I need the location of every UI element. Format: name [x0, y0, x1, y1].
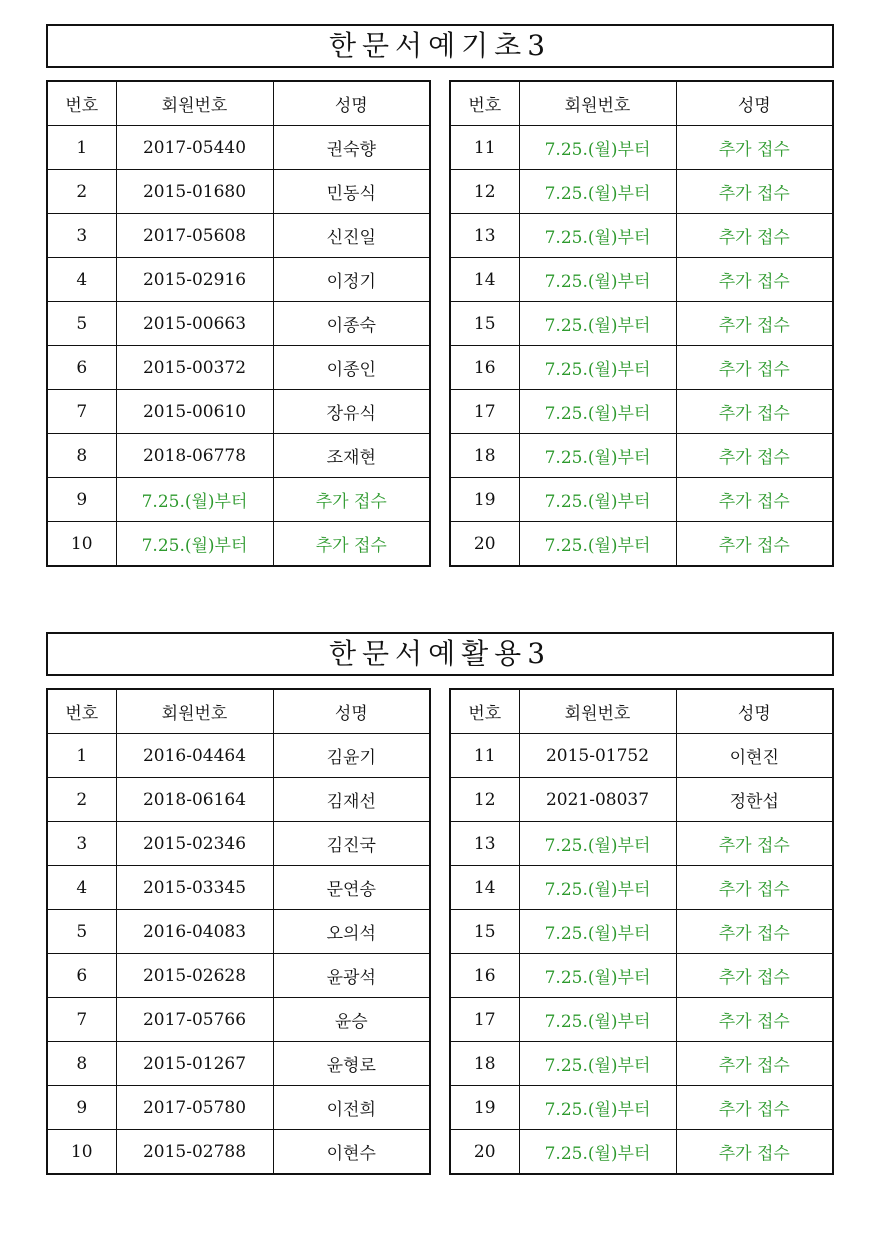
row-number: 20 [450, 1130, 519, 1175]
member-id: 2015-03345 [116, 866, 273, 910]
header-name: 성명 [273, 81, 430, 126]
member-name: 추가 접수 [676, 822, 833, 866]
member-name: 추가 접수 [676, 954, 833, 998]
row-number: 8 [47, 434, 116, 478]
member-name: 신진일 [273, 214, 430, 258]
row-number: 18 [450, 434, 519, 478]
member-id: 2017-05608 [116, 214, 273, 258]
section-title: 한문서예기초3 [46, 24, 834, 68]
row-number: 19 [450, 478, 519, 522]
row-number: 13 [450, 214, 519, 258]
member-id: 7.25.(월)부터 [519, 258, 676, 302]
header-number: 번호 [47, 689, 116, 734]
row-number: 10 [47, 1130, 116, 1175]
member-id: 2015-00372 [116, 346, 273, 390]
member-name: 이종숙 [273, 302, 430, 346]
member-id: 2017-05766 [116, 998, 273, 1042]
member-name: 추가 접수 [676, 126, 833, 170]
row-number: 2 [47, 778, 116, 822]
table-row [450, 390, 833, 434]
row-number: 18 [450, 1042, 519, 1086]
member-id: 7.25.(월)부터 [519, 346, 676, 390]
row-number: 17 [450, 390, 519, 434]
member-id: 7.25.(월)부터 [519, 1042, 676, 1086]
table-row [47, 522, 430, 567]
table-row [450, 258, 833, 302]
member-name: 김윤기 [273, 734, 430, 778]
row-number: 1 [47, 734, 116, 778]
header-name: 성명 [676, 81, 833, 126]
row-number: 7 [47, 998, 116, 1042]
member-id: 7.25.(월)부터 [519, 822, 676, 866]
member-name: 이전희 [273, 1086, 430, 1130]
table-row [47, 822, 430, 866]
table-row [450, 434, 833, 478]
member-name: 정한섭 [676, 778, 833, 822]
member-id: 2015-02346 [116, 822, 273, 866]
row-number: 5 [47, 302, 116, 346]
table-row [450, 954, 833, 998]
member-name: 추가 접수 [676, 1130, 833, 1175]
roster-table-right [449, 80, 834, 567]
member-id: 7.25.(월)부터 [519, 126, 676, 170]
table-row [47, 258, 430, 302]
member-id: 2015-01752 [519, 734, 676, 778]
member-name: 추가 접수 [676, 522, 833, 567]
member-name: 조재현 [273, 434, 430, 478]
table-row [47, 478, 430, 522]
member-id: 7.25.(월)부터 [519, 170, 676, 214]
row-number: 17 [450, 998, 519, 1042]
table-row [47, 170, 430, 214]
header-name: 성명 [273, 689, 430, 734]
row-number: 5 [47, 910, 116, 954]
table-row [450, 214, 833, 258]
member-id: 2015-01267 [116, 1042, 273, 1086]
row-number: 9 [47, 1086, 116, 1130]
header-number: 번호 [47, 81, 116, 126]
member-id: 2017-05780 [116, 1086, 273, 1130]
member-name: 윤광석 [273, 954, 430, 998]
member-name: 문연송 [273, 866, 430, 910]
member-id: 7.25.(월)부터 [116, 522, 273, 567]
member-name: 추가 접수 [676, 258, 833, 302]
row-number: 7 [47, 390, 116, 434]
member-name: 권숙향 [273, 126, 430, 170]
row-number: 20 [450, 522, 519, 567]
member-id: 2021-08037 [519, 778, 676, 822]
member-name: 추가 접수 [676, 910, 833, 954]
member-id: 2016-04083 [116, 910, 273, 954]
member-name: 추가 접수 [273, 522, 430, 567]
table-row [47, 434, 430, 478]
member-id: 7.25.(월)부터 [519, 522, 676, 567]
member-id: 2015-02628 [116, 954, 273, 998]
member-id: 7.25.(월)부터 [519, 434, 676, 478]
member-id: 7.25.(월)부터 [519, 478, 676, 522]
table-row [47, 866, 430, 910]
member-name: 추가 접수 [676, 170, 833, 214]
member-name: 김진국 [273, 822, 430, 866]
member-id: 2018-06164 [116, 778, 273, 822]
table-row [450, 346, 833, 390]
member-name: 이현진 [676, 734, 833, 778]
member-name: 추가 접수 [676, 1042, 833, 1086]
row-number: 15 [450, 302, 519, 346]
table-header-row [450, 689, 833, 734]
row-number: 8 [47, 1042, 116, 1086]
table-header-row [47, 81, 430, 126]
row-number: 15 [450, 910, 519, 954]
table-row [450, 1042, 833, 1086]
member-id: 7.25.(월)부터 [519, 214, 676, 258]
member-name: 추가 접수 [676, 866, 833, 910]
table-row [450, 822, 833, 866]
member-name: 윤승 [273, 998, 430, 1042]
member-id: 2015-00663 [116, 302, 273, 346]
member-id: 2018-06778 [116, 434, 273, 478]
member-name: 이현수 [273, 1130, 430, 1175]
row-number: 11 [450, 734, 519, 778]
row-number: 16 [450, 346, 519, 390]
table-row [450, 1130, 833, 1175]
member-name: 추가 접수 [273, 478, 430, 522]
table-row [47, 346, 430, 390]
row-number: 10 [47, 522, 116, 567]
table-row [47, 954, 430, 998]
member-id: 2015-01680 [116, 170, 273, 214]
row-number: 13 [450, 822, 519, 866]
row-number: 1 [47, 126, 116, 170]
member-id: 2015-00610 [116, 390, 273, 434]
member-id: 7.25.(월)부터 [519, 866, 676, 910]
table-row [47, 302, 430, 346]
member-name: 장유식 [273, 390, 430, 434]
row-number: 12 [450, 778, 519, 822]
table-row [47, 778, 430, 822]
header-number: 번호 [450, 81, 519, 126]
row-number: 4 [47, 258, 116, 302]
member-id: 2017-05440 [116, 126, 273, 170]
table-row [450, 910, 833, 954]
table-row [450, 126, 833, 170]
member-name: 이정기 [273, 258, 430, 302]
member-name: 추가 접수 [676, 1086, 833, 1130]
roster-table-left [46, 688, 431, 1175]
table-row [450, 734, 833, 778]
row-number: 9 [47, 478, 116, 522]
row-number: 12 [450, 170, 519, 214]
table-row [47, 1130, 430, 1175]
table-row [47, 1086, 430, 1130]
table-row [47, 910, 430, 954]
roster-table-right [449, 688, 834, 1175]
member-name: 추가 접수 [676, 998, 833, 1042]
row-number: 2 [47, 170, 116, 214]
header-name: 성명 [676, 689, 833, 734]
row-number: 16 [450, 954, 519, 998]
member-name: 김재선 [273, 778, 430, 822]
table-row [47, 998, 430, 1042]
table-row [47, 1042, 430, 1086]
member-id: 2015-02788 [116, 1130, 273, 1175]
row-number: 4 [47, 866, 116, 910]
row-number: 19 [450, 1086, 519, 1130]
header-member-id: 회원번호 [519, 689, 676, 734]
table-header-row [450, 81, 833, 126]
table-row [450, 478, 833, 522]
member-id: 2015-02916 [116, 258, 273, 302]
member-id: 7.25.(월)부터 [519, 390, 676, 434]
member-name: 추가 접수 [676, 302, 833, 346]
table-header-row [47, 689, 430, 734]
header-member-id: 회원번호 [116, 689, 273, 734]
row-number: 6 [47, 346, 116, 390]
row-number: 3 [47, 214, 116, 258]
table-row [450, 866, 833, 910]
header-member-id: 회원번호 [116, 81, 273, 126]
member-name: 민동식 [273, 170, 430, 214]
member-id: 2016-04464 [116, 734, 273, 778]
roster-table-left [46, 80, 431, 567]
table-row [450, 302, 833, 346]
member-id: 7.25.(월)부터 [519, 998, 676, 1042]
member-name: 윤형로 [273, 1042, 430, 1086]
row-number: 14 [450, 866, 519, 910]
table-row [450, 1086, 833, 1130]
table-row [450, 522, 833, 567]
member-id: 7.25.(월)부터 [519, 954, 676, 998]
row-number: 11 [450, 126, 519, 170]
member-id: 7.25.(월)부터 [116, 478, 273, 522]
table-row [47, 126, 430, 170]
table-row [47, 734, 430, 778]
header-number: 번호 [450, 689, 519, 734]
member-name: 오의석 [273, 910, 430, 954]
member-id: 7.25.(월)부터 [519, 910, 676, 954]
member-name: 추가 접수 [676, 390, 833, 434]
member-name: 추가 접수 [676, 214, 833, 258]
table-row [450, 778, 833, 822]
member-name: 추가 접수 [676, 434, 833, 478]
member-name: 추가 접수 [676, 346, 833, 390]
table-row [47, 214, 430, 258]
section-title: 한문서예활용3 [46, 632, 834, 676]
member-name: 추가 접수 [676, 478, 833, 522]
table-row [47, 390, 430, 434]
header-member-id: 회원번호 [519, 81, 676, 126]
table-row [450, 998, 833, 1042]
member-id: 7.25.(월)부터 [519, 302, 676, 346]
member-name: 이종인 [273, 346, 430, 390]
member-id: 7.25.(월)부터 [519, 1086, 676, 1130]
member-id: 7.25.(월)부터 [519, 1130, 676, 1175]
row-number: 3 [47, 822, 116, 866]
table-row [450, 170, 833, 214]
row-number: 14 [450, 258, 519, 302]
row-number: 6 [47, 954, 116, 998]
